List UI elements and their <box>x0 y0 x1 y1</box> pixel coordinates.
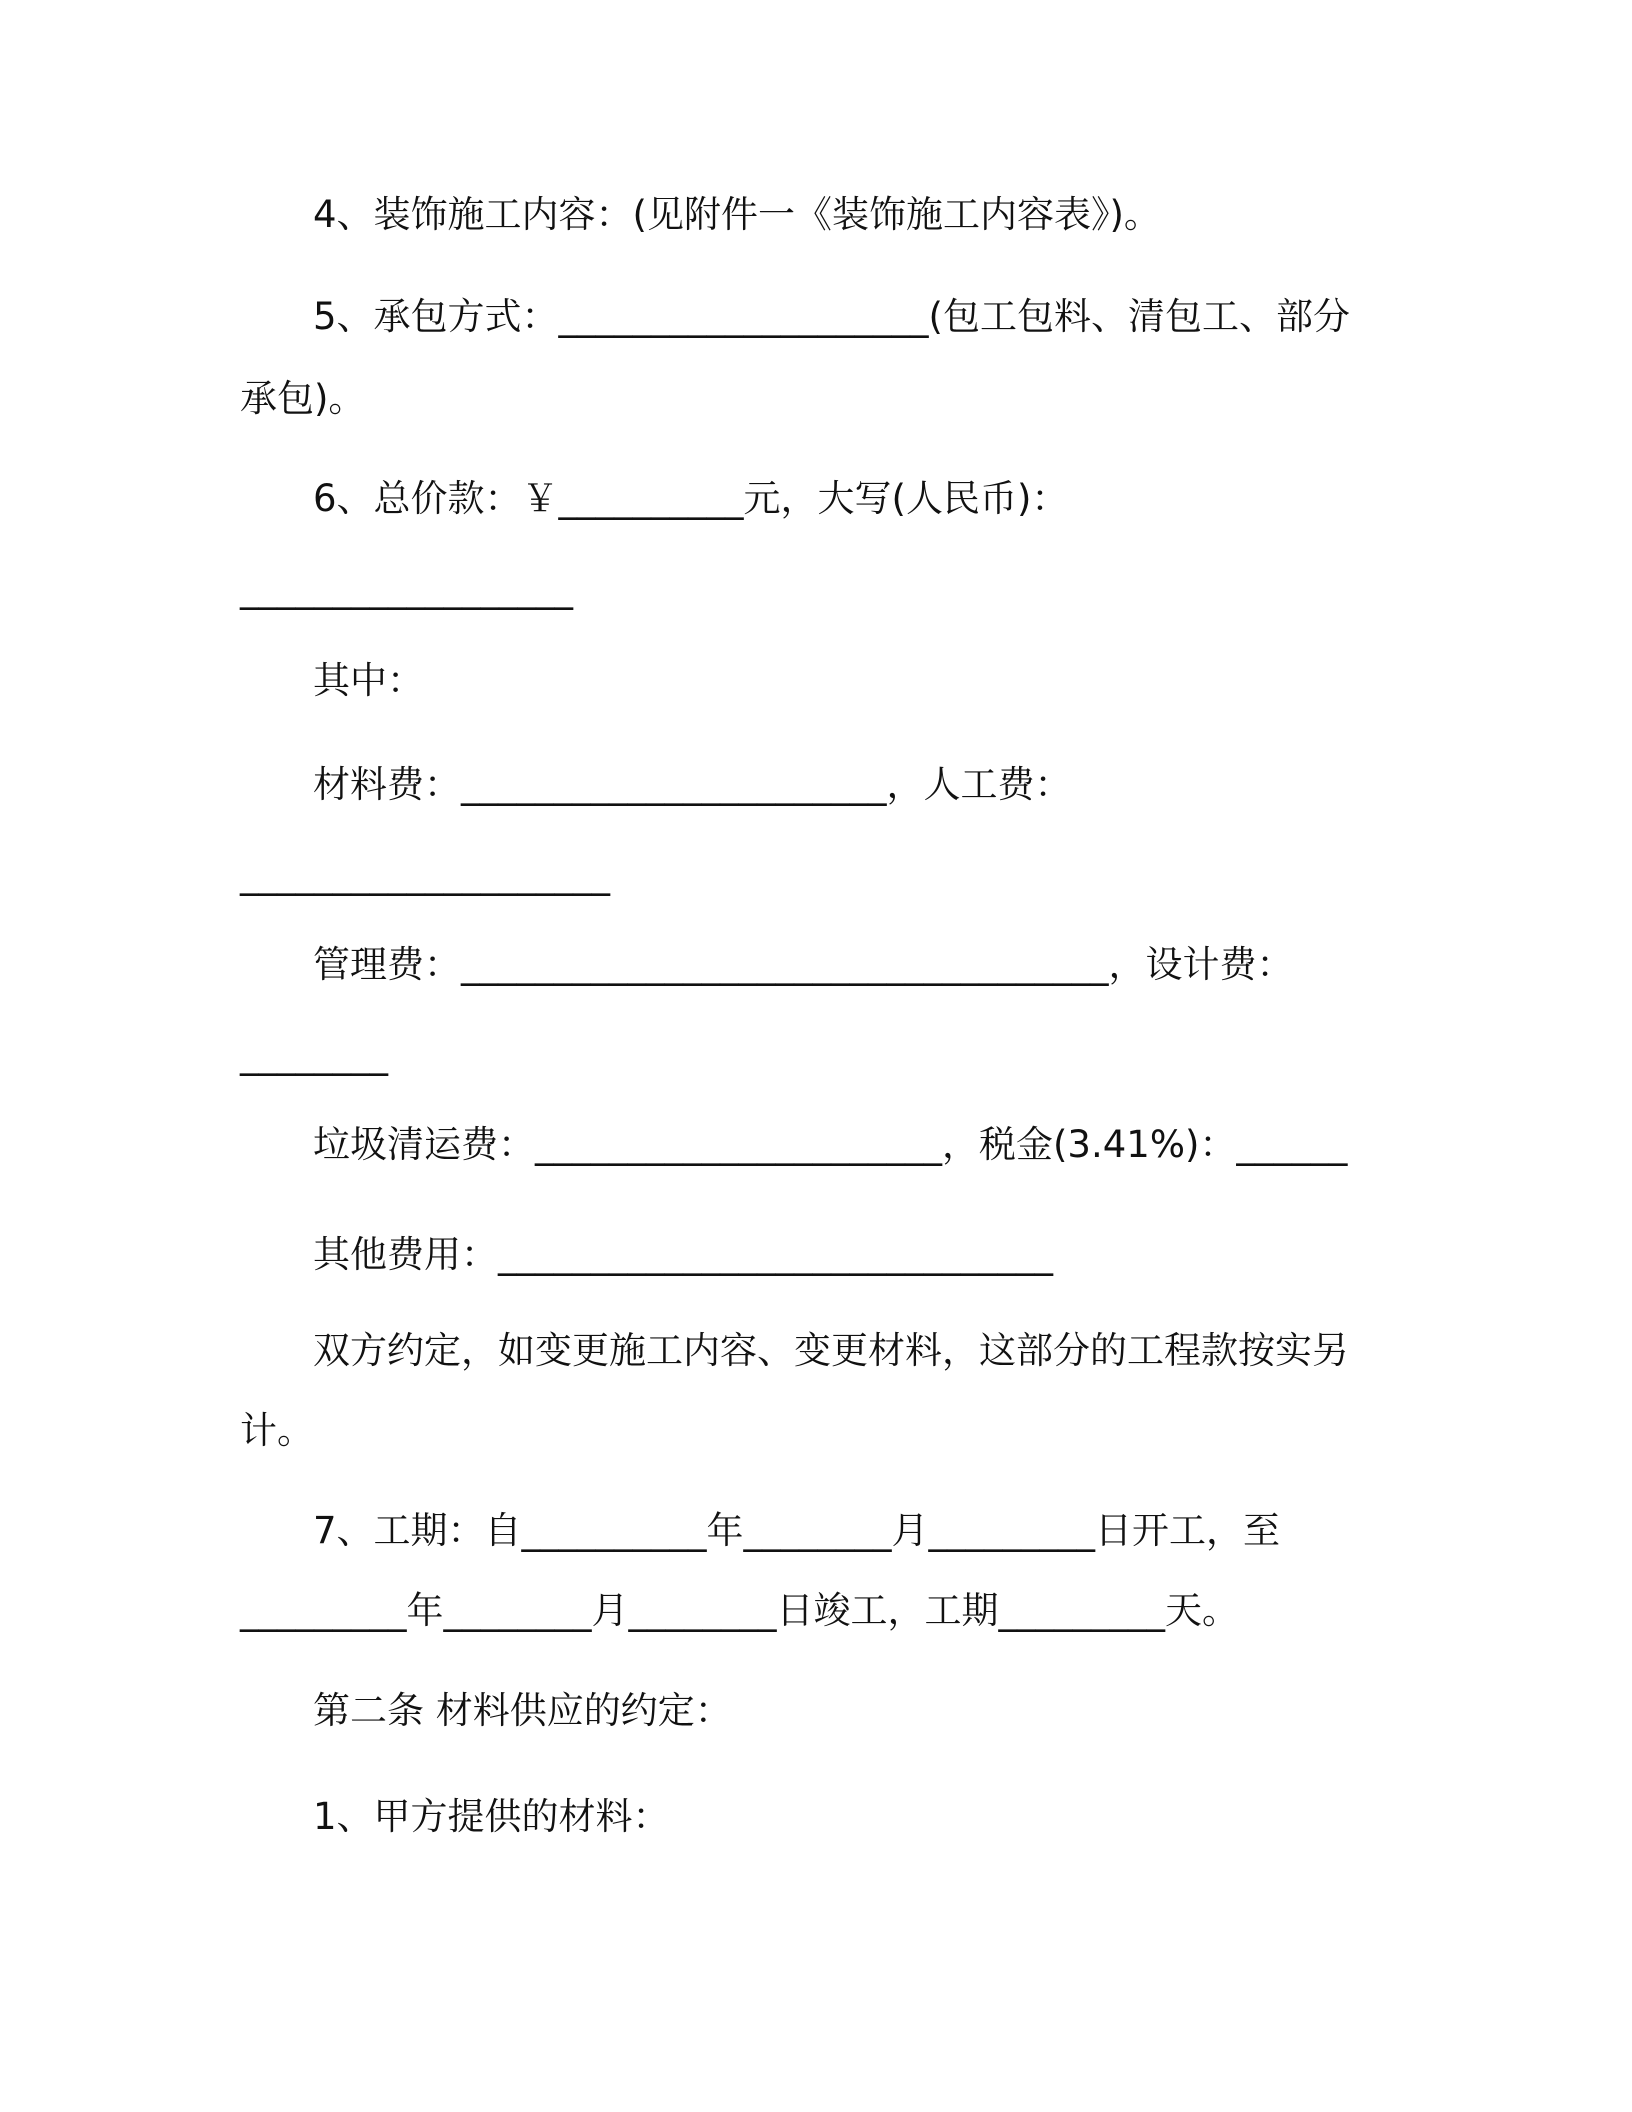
item-5-contract-method: 5、承包方式：____________________(包工包料、清包工、部分 <box>313 295 1350 338</box>
item-4-decoration-content: 4、装饰施工内容：(见附件一《装饰施工内容表》)。 <box>313 193 1161 236</box>
party-a-materials: 1、甲方提供的材料： <box>313 1795 670 1838</box>
article-2-heading: 第二条 材料供应的约定： <box>313 1689 732 1732</box>
item-7-duration: 7、工期：自__________年________月_________日开工，至 <box>313 1509 1281 1552</box>
labor-fee-blank: ____________________ <box>240 853 610 896</box>
material-labor-fee: 材料费：_______________________，人工费： <box>313 763 1072 806</box>
other-fees: 其他费用：______________________________ <box>313 1233 1053 1276</box>
garbage-tax-fee: 垃圾清运费：______________________，税金(3.41%)：______ <box>313 1123 1348 1166</box>
item-6-total-price-blank: __________________ <box>240 567 573 610</box>
item-5-contract-method-cont: 承包)。 <box>240 377 366 420</box>
item-7-duration-cont: _________年________月________日竣工，工期_________天。 <box>240 1589 1239 1632</box>
management-design-fee: 管理费：___________________________________，设计费： <box>313 943 1294 986</box>
agreement-note-cont: 计。 <box>240 1409 314 1452</box>
item-6-total-price: 6、总价款：￥__________元，大写(人民币)： <box>313 477 1069 520</box>
among-label: 其中： <box>313 659 424 702</box>
agreement-note: 双方约定，如变更施工内容、变更材料，这部分的工程款按实另 <box>313 1329 1349 1372</box>
design-fee-blank: ________ <box>240 1033 388 1076</box>
